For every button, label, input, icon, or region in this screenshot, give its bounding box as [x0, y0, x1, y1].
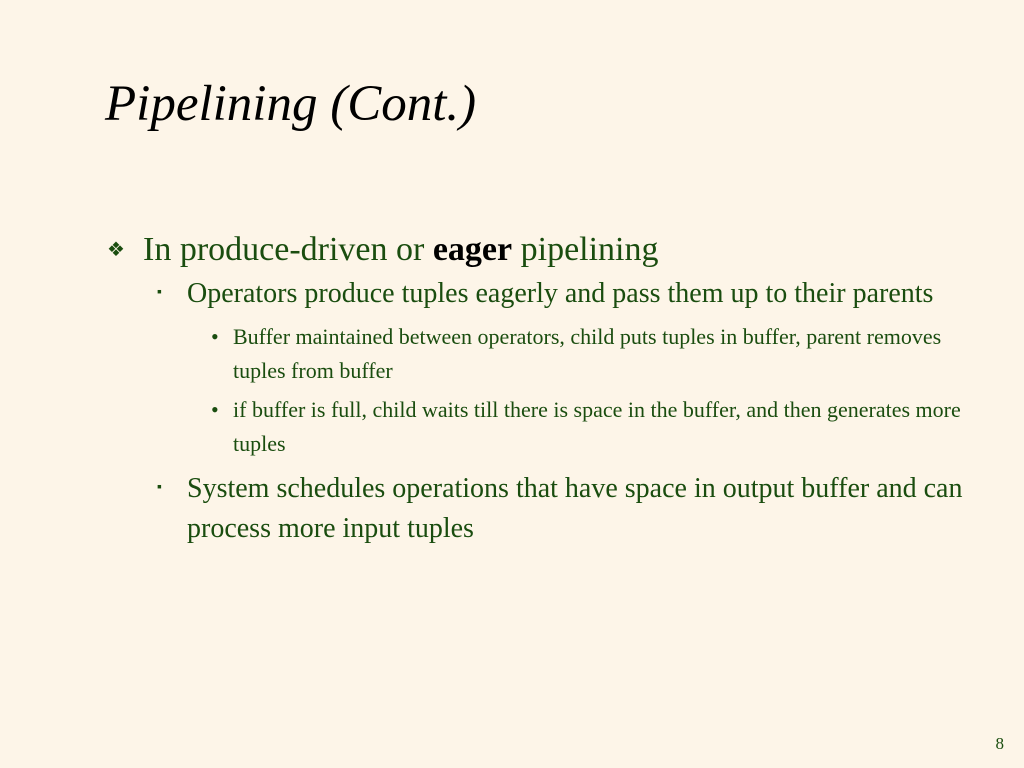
square-bullet-icon: ▪ [157, 285, 162, 300]
square-bullet-icon: ▪ [157, 480, 162, 495]
sub-sub-bullet-full-buffer [209, 393, 967, 461]
bullet-text-suffix: pipelining [512, 231, 659, 268]
sub-sub-bullet-buffer [209, 320, 967, 388]
sub-sub-bullet-text: Buffer maintained between operators, child puts tuples in buffer, parent removes tuples from buffer [233, 324, 942, 383]
bullet-text-prefix: In produce-driven or [143, 231, 433, 268]
sub-bullet-system-schedules [151, 469, 967, 549]
bullet-text-bold: eager [432, 231, 513, 268]
sub-sub-bullet-text: if buffer is full, child waits till there is space in the buffer, and then generates more tuples [233, 397, 961, 456]
sub-bullet-operators [151, 274, 967, 314]
bullet-item-eager-pipelining [107, 228, 967, 272]
sub-bullet-text: System schedules operations that have space in output buffer and can process more input tuples [187, 473, 963, 544]
dot-bullet-icon: • [211, 397, 219, 422]
bullet-list [107, 228, 967, 549]
sub-bullet-text: Operators produce tuples eagerly and pass them up to their parents [187, 278, 934, 309]
diamond-bullet-icon: ❖ [107, 239, 125, 261]
page-number: 8 [995, 734, 1004, 753]
slide-title: Pipelining (Cont.) [105, 76, 477, 132]
dot-bullet-icon: • [211, 324, 219, 349]
